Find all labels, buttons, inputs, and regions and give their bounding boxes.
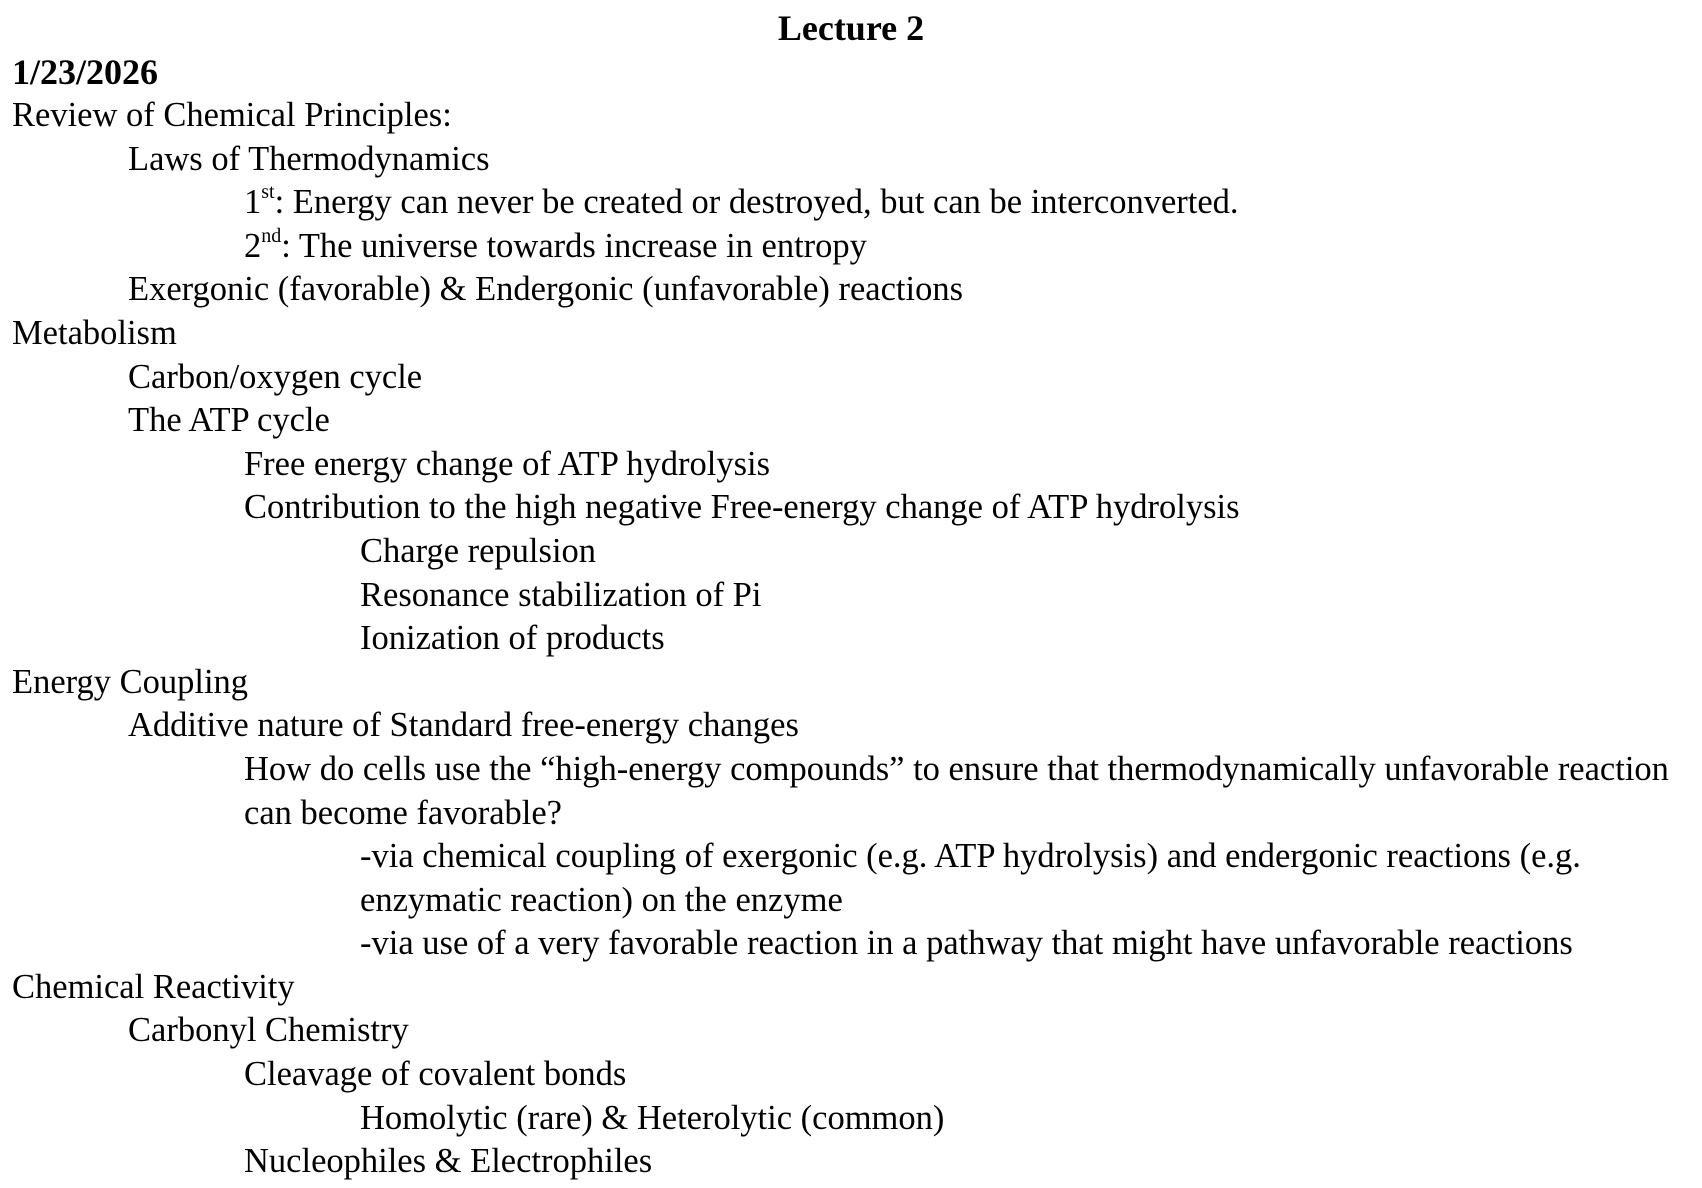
outline-item-second-law — [12, 225, 1692, 269]
first-law-ordinal: 1 — [244, 183, 262, 222]
outline-item-homolytic: Homolytic (rare) & Heterolytic (common) — [360, 1098, 945, 1137]
outline-item-resonance: Resonance stabilization of Pi — [360, 575, 762, 614]
outline-item-via-chemical: -via chemical coupling of exergonic (e.g. ATP hydrolysis) and endergonic reactions (e.g. enzymatic reaction) on the enzyme — [360, 837, 1581, 919]
outline-item-atp-cycle: The ATP cycle — [128, 401, 330, 440]
outline-item-first-law — [12, 181, 1692, 225]
outline-item-via-pathway: -via use of a very favorable reaction in a pathway that might have unfavorable reactions — [360, 924, 1573, 963]
outline-item-carbon-cycle: Carbon/oxygen cycle — [128, 357, 423, 396]
section-heading-metabolism: Metabolism — [12, 313, 177, 352]
outline-item-reactions: Exergonic (favorable) & Endergonic (unfavorable) reactions — [128, 270, 963, 309]
outline-item-carbonyl: Carbonyl Chemistry — [128, 1011, 409, 1050]
outline-item-nucleophiles: Nucleophiles & Electrophiles — [244, 1142, 653, 1181]
section-heading-coupling: Energy Coupling — [12, 662, 249, 701]
outline-item-ionization: Ionization of products — [360, 619, 665, 658]
outline-item-charge-repulsion: Charge repulsion — [360, 531, 597, 570]
outline-item-contribution: Contribution to the high negative Free-energy change of ATP hydrolysis — [244, 488, 1240, 527]
second-law-suffix: nd — [261, 224, 282, 247]
first-law-text: : Energy can never be created or destroyed, but can be interconverted. — [274, 183, 1239, 222]
outline-item-laws: Laws of Thermodynamics — [128, 139, 490, 178]
lecture-title: Lecture 2 — [777, 8, 925, 48]
outline-item-question: How do cells use the “high-energy compounds” to ensure that thermodynamically unfavorable reaction can become favorable? — [244, 749, 1669, 832]
second-law-text: : The universe towards increase in entropy — [281, 226, 867, 265]
outline-item-cleavage: Cleavage of covalent bonds — [244, 1055, 627, 1094]
lecture-outline — [12, 94, 1692, 1184]
section-heading-reactivity: Chemical Reactivity — [12, 967, 295, 1006]
first-law-suffix: st — [261, 181, 275, 204]
outline-item-free-energy: Free energy change of ATP hydrolysis — [244, 444, 771, 483]
lecture-date: 1/23/2026 — [12, 52, 159, 92]
section-heading-review: Review of Chemical Principles: — [12, 96, 452, 134]
second-law-ordinal: 2 — [244, 226, 262, 265]
outline-item-additive: Additive nature of Standard free-energy changes — [128, 706, 799, 745]
